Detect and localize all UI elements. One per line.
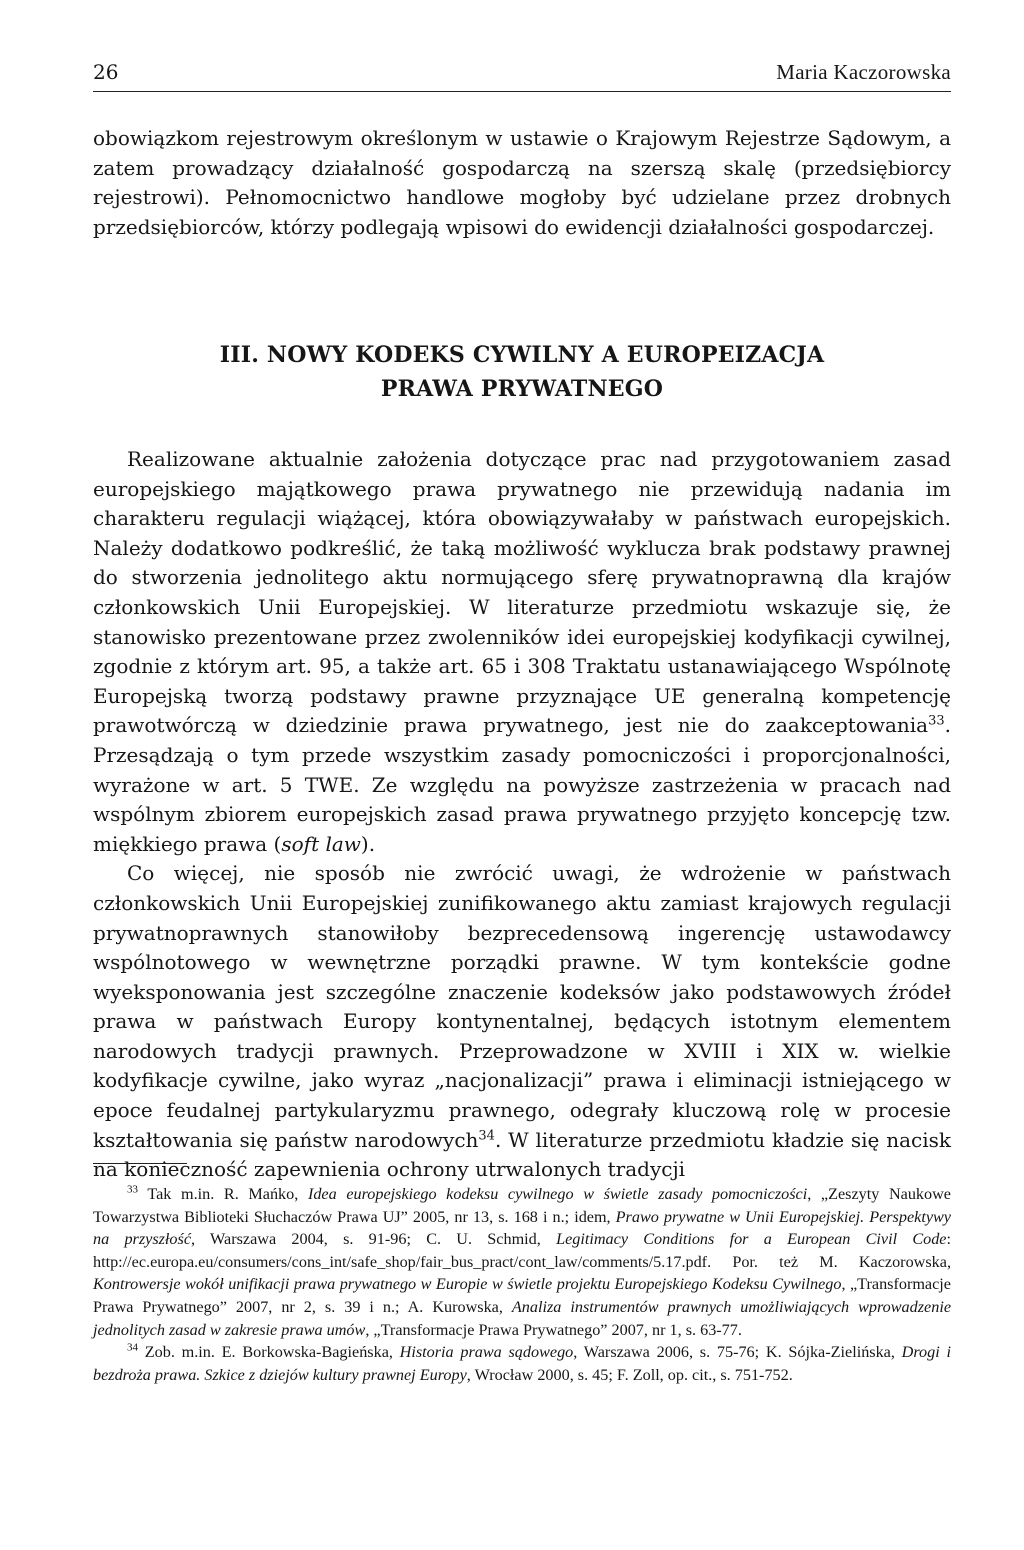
footnote-ref-33[interactable]: 33	[928, 713, 945, 729]
paragraph-2-text-c: ).	[360, 831, 376, 856]
page-number: 26	[93, 60, 119, 84]
footnote-33-text: , „Transformacje Prawa Prywatnego” 2007, nr 1, s. 63-77.	[365, 1320, 742, 1339]
paragraph-2	[93, 445, 951, 859]
footnote-33-text: Tak m.in. R. Mańko,	[138, 1185, 308, 1203]
footnote-33-text: : http://ec.europa.eu/consumers/cons_int/safe_shop/fair_bus_pract/cont_law/comments/5.17.pdf. Por. też M. Kaczorowska,	[93, 1230, 951, 1271]
footnotes	[93, 1183, 951, 1386]
footnote-33-number: 33	[127, 1183, 138, 1196]
body-text-main	[93, 445, 951, 1185]
running-head	[93, 58, 951, 86]
footnote-33-text: , „Transformacje Prawa Prywatnego” 2007, nr 2, s. 39 i n.; A. Kurowska,	[93, 1275, 951, 1316]
paragraph-2-text-a: Realizowane aktualnie założenia dotyczące prac nad przygotowaniem zasad europejskiego majątkowego prawa prywatnego nie przewidują nadania im charakteru regulacji wiążącej, która obowiązywałaby w państwach europejskich. Należy dodatkowo podkreślić, że taką możliwość wyklucza brak podstawy prawnej do stworzenia jednolitego aktu normującego sferę prywatnoprawną dla krajów członkowskich Unii Europejskiej. W literaturze przedmiotu wskazuje się, że stanowisko prezentowane przez zwolenników idei europejskiej kodyfikacji cywilnej, zgodnie z którym art. 95, a także art. 65 i 308 Traktatu ustanawiającego Wspólnotę Europejską tworzą podstawy prawne przyznające UE generalną kompetencję prawotwórczą w dziedzinie prawa prywatnego, jest nie do zaakceptowania	[93, 447, 951, 738]
footnote-33-title: Idea europejskiego kodeksu cywilnego w świetle zasady pomocniczości	[307, 1185, 808, 1203]
footnote-34-title: Drogi i bezdroża prawa. Szkice z dziejów kultury prawnej Europy	[93, 1343, 951, 1384]
footnote-34-text: , Wrocław 2000, s. 45; F. Zoll, op. cit., s. 751-752.	[466, 1365, 793, 1384]
footnote-34-title: Historia prawa sądowego	[399, 1343, 574, 1362]
footnote-33	[93, 1183, 951, 1341]
paragraph-3	[93, 859, 951, 1185]
paragraph-2-text-b: . Przesądzają o tym przede wszystkim zasady pomocniczości i proporcjonalności, wyrażone w art. 5 TWE. Ze względu na powyższe zastrzeżenia w pracach nad wspólnym zbiorem europejskich zasad prawa prywatnego przyjęto koncepcję tzw. miękkiego prawa (	[93, 713, 951, 856]
body-text-top	[93, 124, 951, 242]
footnote-33-title: Kontrowersje wokół unifikacji prawa prywatnego w Europie w świetle projektu Europejskiego Kodeksu Cywilnego	[93, 1275, 842, 1294]
section-heading-line-1: III. NOWY KODEKS CYWILNY A EUROPEIZACJA	[219, 342, 825, 368]
paragraph-1: obowiązkom rejestrowym określonym w ustawie o Krajowym Rejestrze Sądowym, a zatem prowadzący działalność gospodarczą na szerszą skalę (przedsiębiorcy rejestrowi). Pełnomocnictwo handlowe mogłoby być udzielane przez drobnych przedsiębiorców, którzy podlegają wpisowi do ewidencji działalności gospodarczej.	[93, 126, 951, 239]
section-heading-line-2: PRAWA PRYWATNEGO	[380, 376, 664, 402]
footnote-34	[93, 1341, 951, 1386]
paragraph-3-text-b: . W literaturze przedmiotu kładzie się nacisk na konieczność zapewnienia ochrony utrwalonych tradycji	[93, 1127, 951, 1182]
header-rule	[93, 91, 951, 92]
section-heading	[93, 338, 951, 406]
soft-law-term: soft law	[281, 831, 361, 856]
footnote-33-title: Legitimacy Conditions for a European Civil Code	[556, 1230, 947, 1249]
footnote-33-title: Analiza instrumentów prawnych umożliwiających wprowadzenie jednolitych zasad w zakresie prawa umów	[93, 1297, 952, 1339]
footnote-34-number: 34	[127, 1341, 138, 1354]
footnote-rule	[93, 1163, 187, 1164]
footnote-ref-34[interactable]: 34	[478, 1128, 495, 1143]
footnote-34-text: Zob. m.in. E. Borkowska-Bagieńska,	[138, 1343, 400, 1362]
running-head-author: Maria Kaczorowska	[776, 60, 951, 84]
footnote-33-text: , „Zeszyty Naukowe Towarzystwa Biblioteki Słuchaczów Prawa UJ” 2005, nr 13, s. 168 i n.; idem,	[93, 1185, 951, 1226]
footnote-33-text: , Warszawa 2004, s. 91-96; C. U. Schmid,	[191, 1230, 557, 1249]
paragraph-3-text-a: Co więcej, nie sposób nie zwrócić uwagi, że wdrożenie w państwach członkowskich Unii Europejskiej zunifikowanego aktu zamiast krajowych regulacji prywatnoprawnych stanowiłoby bezprecedensową ingerencję ustawodawcy wspólnotowego w wewnętrzne porządki prawne. W tym kontekście godne wyeksponowania jest szczególne znaczenie kodeksów jako podstawowych źródeł prawa w państwach Europy kontynentalnej, będących istotnym elementem narodowych tradycji prawnych. Przeprowadzone w XVIII i XIX w. wielkie kodyfikacje cywilne, jako wyraz „nacjonalizacji” prawa i eliminacji istniejącego w epoce feudalnej partykularyzmu prawnego, odegrały kluczową rolę w procesie kształtowania się państw narodowych	[93, 861, 951, 1152]
footnote-33-title: Prawo prywatne w Unii Europejskiej. Perspektywy na przyszłość	[93, 1207, 951, 1249]
footnote-34-text: , Warszawa 2006, s. 75-76; K. Sójka-Zielińska,	[573, 1343, 902, 1362]
